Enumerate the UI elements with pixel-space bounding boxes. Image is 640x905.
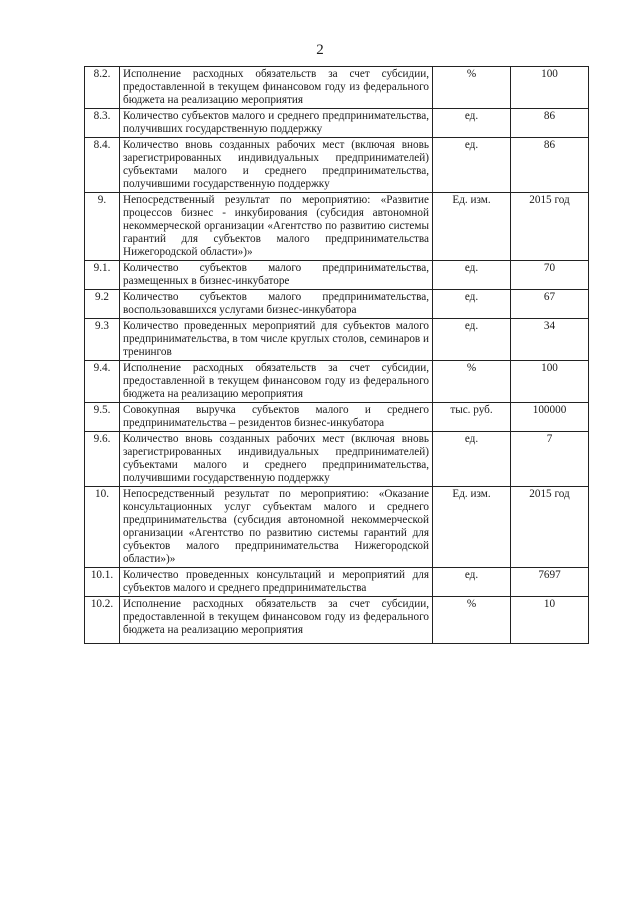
table-row (85, 109, 589, 138)
results-table (84, 66, 589, 644)
row-description: Количество вновь созданных рабочих мест (включая вновь зарегистрированных индивидуальных предпринимателей) субъектами малого и среднего предпринимательства, получившими государственную поддержку (120, 138, 433, 193)
row-description: Количество проведенных мероприятий для субъектов малого предпринимательства, в том числе круглых столов, семинаров и тренингов (120, 319, 433, 361)
row-number: 9.4. (85, 361, 120, 403)
table-row (85, 138, 589, 193)
row-value: 2015 год (511, 487, 589, 568)
row-description: Количество субъектов малого предпринимательства, размещенных в бизнес-инкубаторе (120, 261, 433, 290)
page-number: 2 (316, 42, 324, 58)
table-row (85, 597, 589, 644)
row-unit: Ед. изм. (433, 487, 511, 568)
table-row (85, 432, 589, 487)
row-number: 8.2. (85, 67, 120, 109)
table-row (85, 319, 589, 361)
row-unit: % (433, 361, 511, 403)
row-value: 2015 год (511, 193, 589, 261)
row-unit: ед. (433, 290, 511, 319)
row-unit: ед. (433, 109, 511, 138)
row-unit: ед. (433, 432, 511, 487)
row-description: Исполнение расходных обязательств за счет субсидии, предоставленной в текущем финансовом году из федерального бюджета на реализацию мероприятия (120, 361, 433, 403)
row-unit: ед. (433, 138, 511, 193)
row-number: 9.5. (85, 403, 120, 432)
row-number: 8.4. (85, 138, 120, 193)
row-value: 86 (511, 109, 589, 138)
row-description: Исполнение расходных обязательств за счет субсидии, предоставленной в текущем финансовом году из федерального бюджета на реализацию мероприятия (120, 597, 433, 644)
table-row (85, 261, 589, 290)
row-value: 67 (511, 290, 589, 319)
row-value: 100000 (511, 403, 589, 432)
row-number: 8.3. (85, 109, 120, 138)
row-unit: Ед. изм. (433, 193, 511, 261)
row-unit: % (433, 67, 511, 109)
row-unit: тыс. руб. (433, 403, 511, 432)
row-value: 10 (511, 597, 589, 644)
row-number: 9. (85, 193, 120, 261)
row-value: 86 (511, 138, 589, 193)
row-value: 70 (511, 261, 589, 290)
row-value: 100 (511, 67, 589, 109)
row-number: 9.1. (85, 261, 120, 290)
row-number: 9.6. (85, 432, 120, 487)
row-number: 9.2 (85, 290, 120, 319)
row-unit: ед. (433, 261, 511, 290)
row-number: 10. (85, 487, 120, 568)
row-description: Исполнение расходных обязательств за счет субсидии, предоставленной в текущем финансовом году из федерального бюджета на реализацию мероприятия (120, 67, 433, 109)
table-row (85, 193, 589, 261)
table-row (85, 67, 589, 109)
table-row (85, 361, 589, 403)
row-description: Совокупная выручка субъектов малого и среднего предпринимательства – резидентов бизнес-инкубатора (120, 403, 433, 432)
row-unit: ед. (433, 319, 511, 361)
table-row (85, 568, 589, 597)
row-description: Количество субъектов малого и среднего предпринимательства, получивших государственную поддержку (120, 109, 433, 138)
row-unit: % (433, 597, 511, 644)
row-number: 10.1. (85, 568, 120, 597)
row-number: 10.2. (85, 597, 120, 644)
row-description: Непосредственный результат по мероприятию: «Развитие процессов бизнес - инкубирования (субсидия автономной некоммерческой организации «Агентство по развитию системы гарантий для субъектов малого предпринимательства Нижегородской области»)» (120, 193, 433, 261)
table-row (85, 403, 589, 432)
row-description: Непосредственный результат по мероприятию: «Оказание консультационных услуг субъектам малого и среднего предпринимательства (субсидия автономной некоммерческой организации «Агентство по развитию системы гарантий для субъектов малого предпринимательства Нижегородской области»)» (120, 487, 433, 568)
table-row (85, 487, 589, 568)
row-unit: ед. (433, 568, 511, 597)
row-value: 7697 (511, 568, 589, 597)
table-row (85, 290, 589, 319)
row-number: 9.3 (85, 319, 120, 361)
row-description: Количество вновь созданных рабочих мест (включая вновь зарегистрированных индивидуальных предпринимателей) субъектами малого и среднего предпринимательства, получившими государственную поддержку (120, 432, 433, 487)
row-value: 100 (511, 361, 589, 403)
row-value: 34 (511, 319, 589, 361)
row-description: Количество субъектов малого предпринимательства, воспользовавшихся услугами бизнес-инкубатора (120, 290, 433, 319)
row-value: 7 (511, 432, 589, 487)
row-description: Количество проведенных консультаций и мероприятий для субъектов малого и среднего предпринимательства (120, 568, 433, 597)
